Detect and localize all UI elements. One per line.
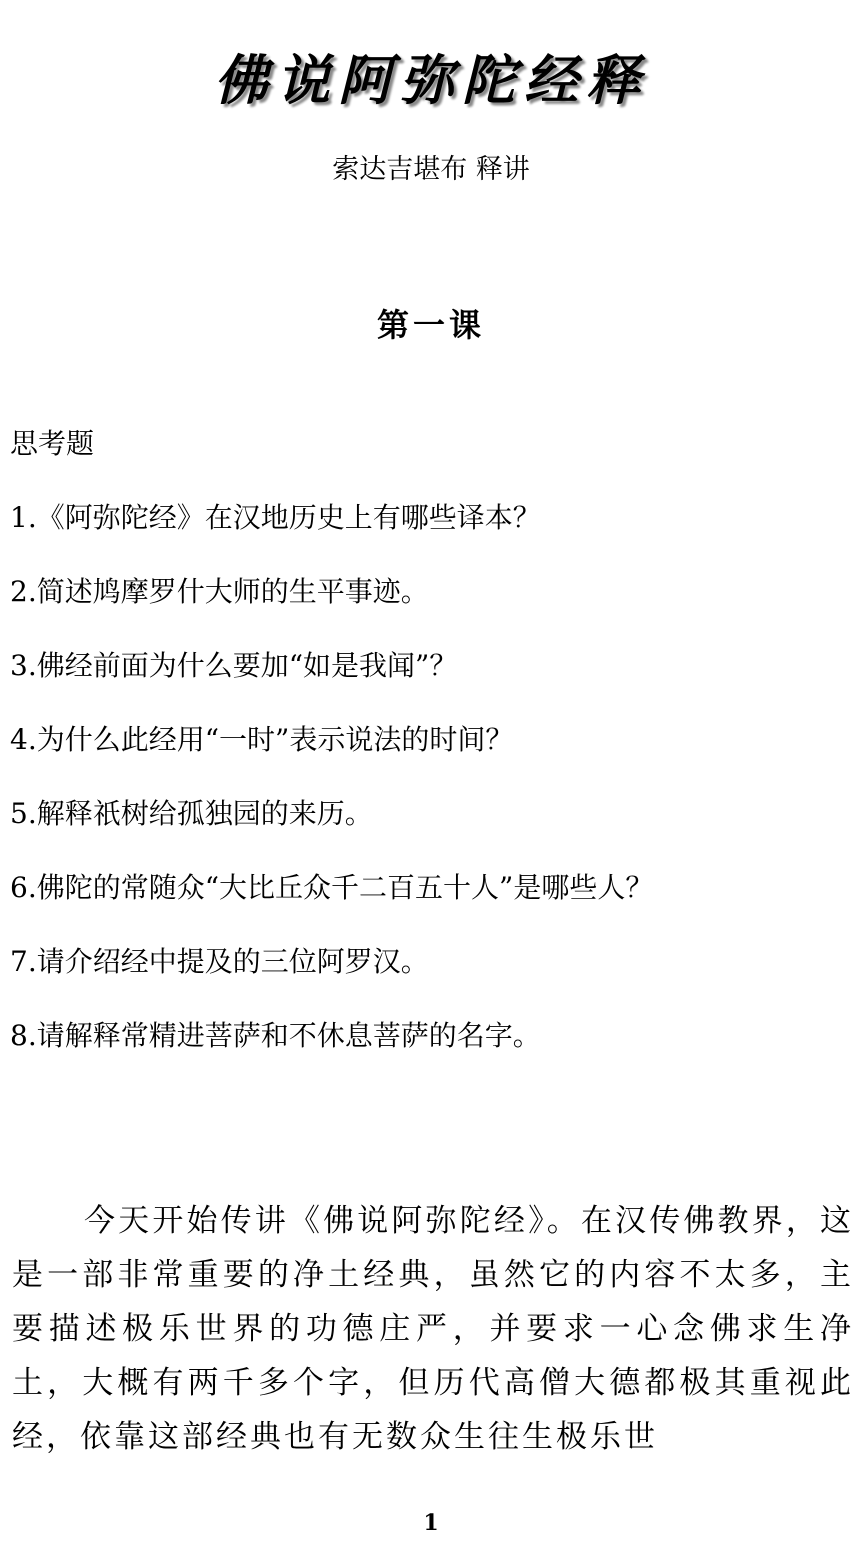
question-item-6: 6.佛陀的常随众“大比丘众千二百五十人”是哪些人？ — [10, 871, 654, 904]
document-title: 佛说阿弥陀经释 — [214, 48, 648, 112]
question-item-4: 4.为什么此经用“一时”表示说法的时间？ — [10, 723, 514, 756]
question-item-2: 2.简述鸠摩罗什大师的生平事迹。 — [10, 575, 429, 608]
question-item-5: 5.解释祇树给孤独园的来历。 — [10, 797, 373, 830]
question-item-7: 7.请介绍经中提及的三位阿罗汉。 — [10, 945, 429, 978]
questions-heading: 思考题 — [10, 427, 95, 460]
body-paragraph: 今天开始传讲《佛说阿弥陀经》。在汉传佛教界，这是一部非常重要的净土经典，虽然它的内容不太多，主要描述极乐世界的功德庄严，并要求一心念佛求生净土，大概有两千多个字，但历代高僧大德都极其重视此经，依靠这部经典也有无数众生往生极乐世 — [12, 1203, 854, 1455]
question-item-8: 8.请解释常精进菩萨和不休息菩萨的名字。 — [10, 1019, 541, 1052]
question-item-1: 1.《阿弥陀经》在汉地历史上有哪些译本？ — [10, 501, 541, 534]
question-item-3: 3.佛经前面为什么要加“如是我闻”？ — [10, 649, 458, 682]
lesson-title: 第一课 — [376, 306, 485, 344]
page-number: 1 — [423, 1510, 439, 1536]
author-line: 索达吉堪布 释讲 — [332, 154, 530, 185]
